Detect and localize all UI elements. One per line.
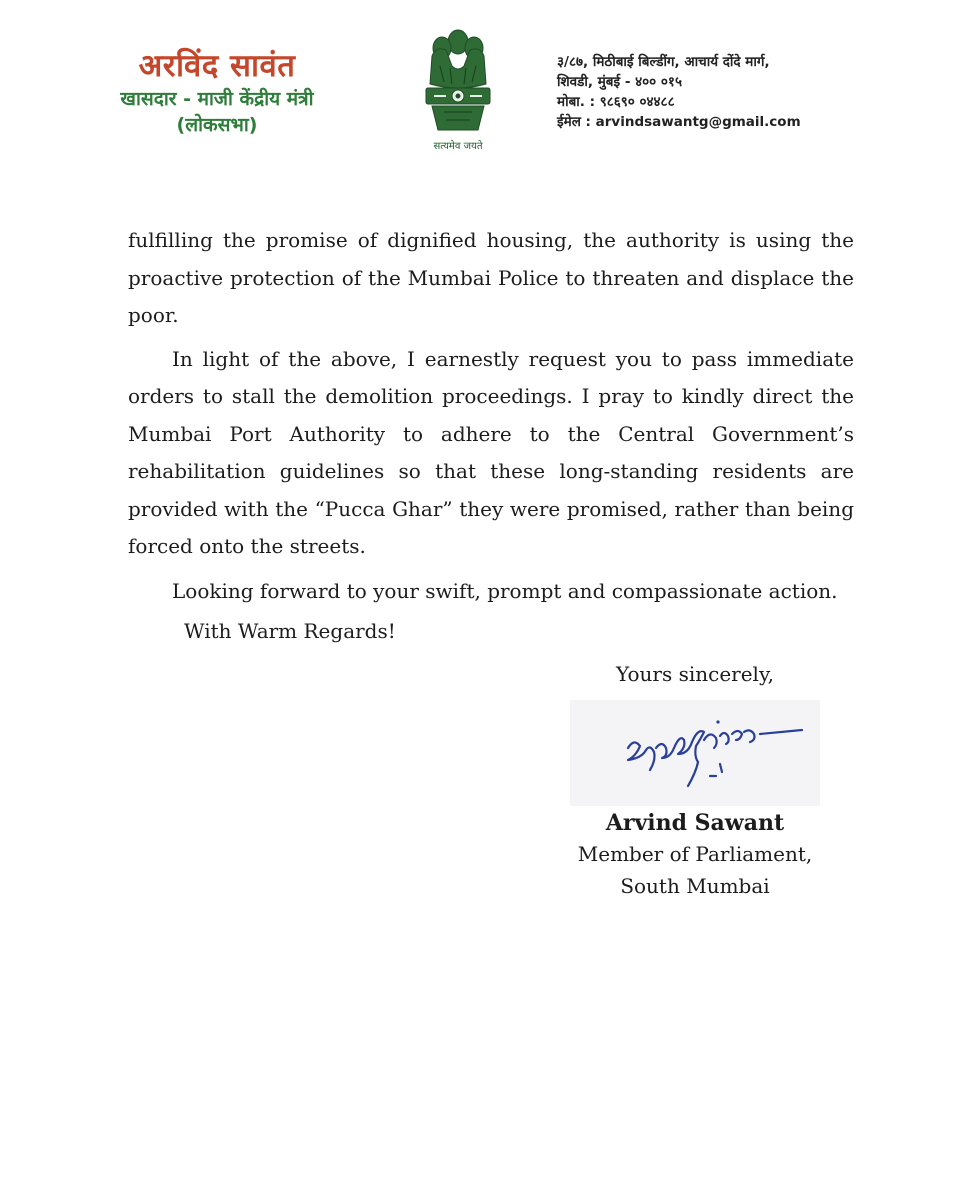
body-paragraph-2: In light of the above, I earnestly request you to pass immediate orders to stall the demolition proceedings. I pray to kindly direct the Mumbai Port Authority to adhere to the Central Government’s rehabilitation guidelines so that these long-standing residents are provided with the “Pucca Ghar” they were promised, rather than being forced onto the streets. <box>128 346 854 558</box>
sender-house: (लोकसभा) <box>176 114 258 136</box>
email-address: ईमेल : arvindsawantg@gmail.com <box>557 114 801 130</box>
signatory-title: Member of Parliament, <box>577 842 813 866</box>
closing-salutation: Yours sincerely, <box>616 662 774 686</box>
body-paragraph-1: fulfilling the promise of dignified housing, the authority is using the proactive protection of the Mumbai Police to threaten and displace the poor. <box>128 228 854 327</box>
signature-icon <box>570 700 820 806</box>
sender-designation: खासदार - माजी केंद्रीय मंत्री <box>120 88 314 110</box>
address-line-2: शिवडी, मुंबई - ४०० ०१५ <box>557 74 682 90</box>
letterhead-sender-block <box>92 46 342 138</box>
phone-number: मोबा. : ९८६९० ०४४८८ <box>557 94 675 110</box>
lion-capital-icon <box>414 26 502 138</box>
emblem-motto: सत्यमेव जयते <box>433 141 483 152</box>
signatory-name: Arvind Sawant <box>605 810 785 836</box>
national-emblem <box>414 26 502 156</box>
letter-body <box>128 222 854 651</box>
signoff-block <box>560 654 830 902</box>
regards-line: With Warm Regards! <box>184 619 396 643</box>
letterhead <box>0 0 960 165</box>
signatory-constituency: South Mumbai <box>620 874 770 898</box>
handwritten-signature <box>570 700 820 806</box>
sender-name-marathi: अरविंद सावंत <box>138 48 296 84</box>
letterhead-contact-block <box>557 52 877 132</box>
body-paragraph-3: Looking forward to your swift, prompt and compassionate action. <box>172 578 838 603</box>
address-line-1: ३/८७, मिठीबाई बिल्डींग, आचार्य दोंदे मार्ग, <box>557 54 770 70</box>
